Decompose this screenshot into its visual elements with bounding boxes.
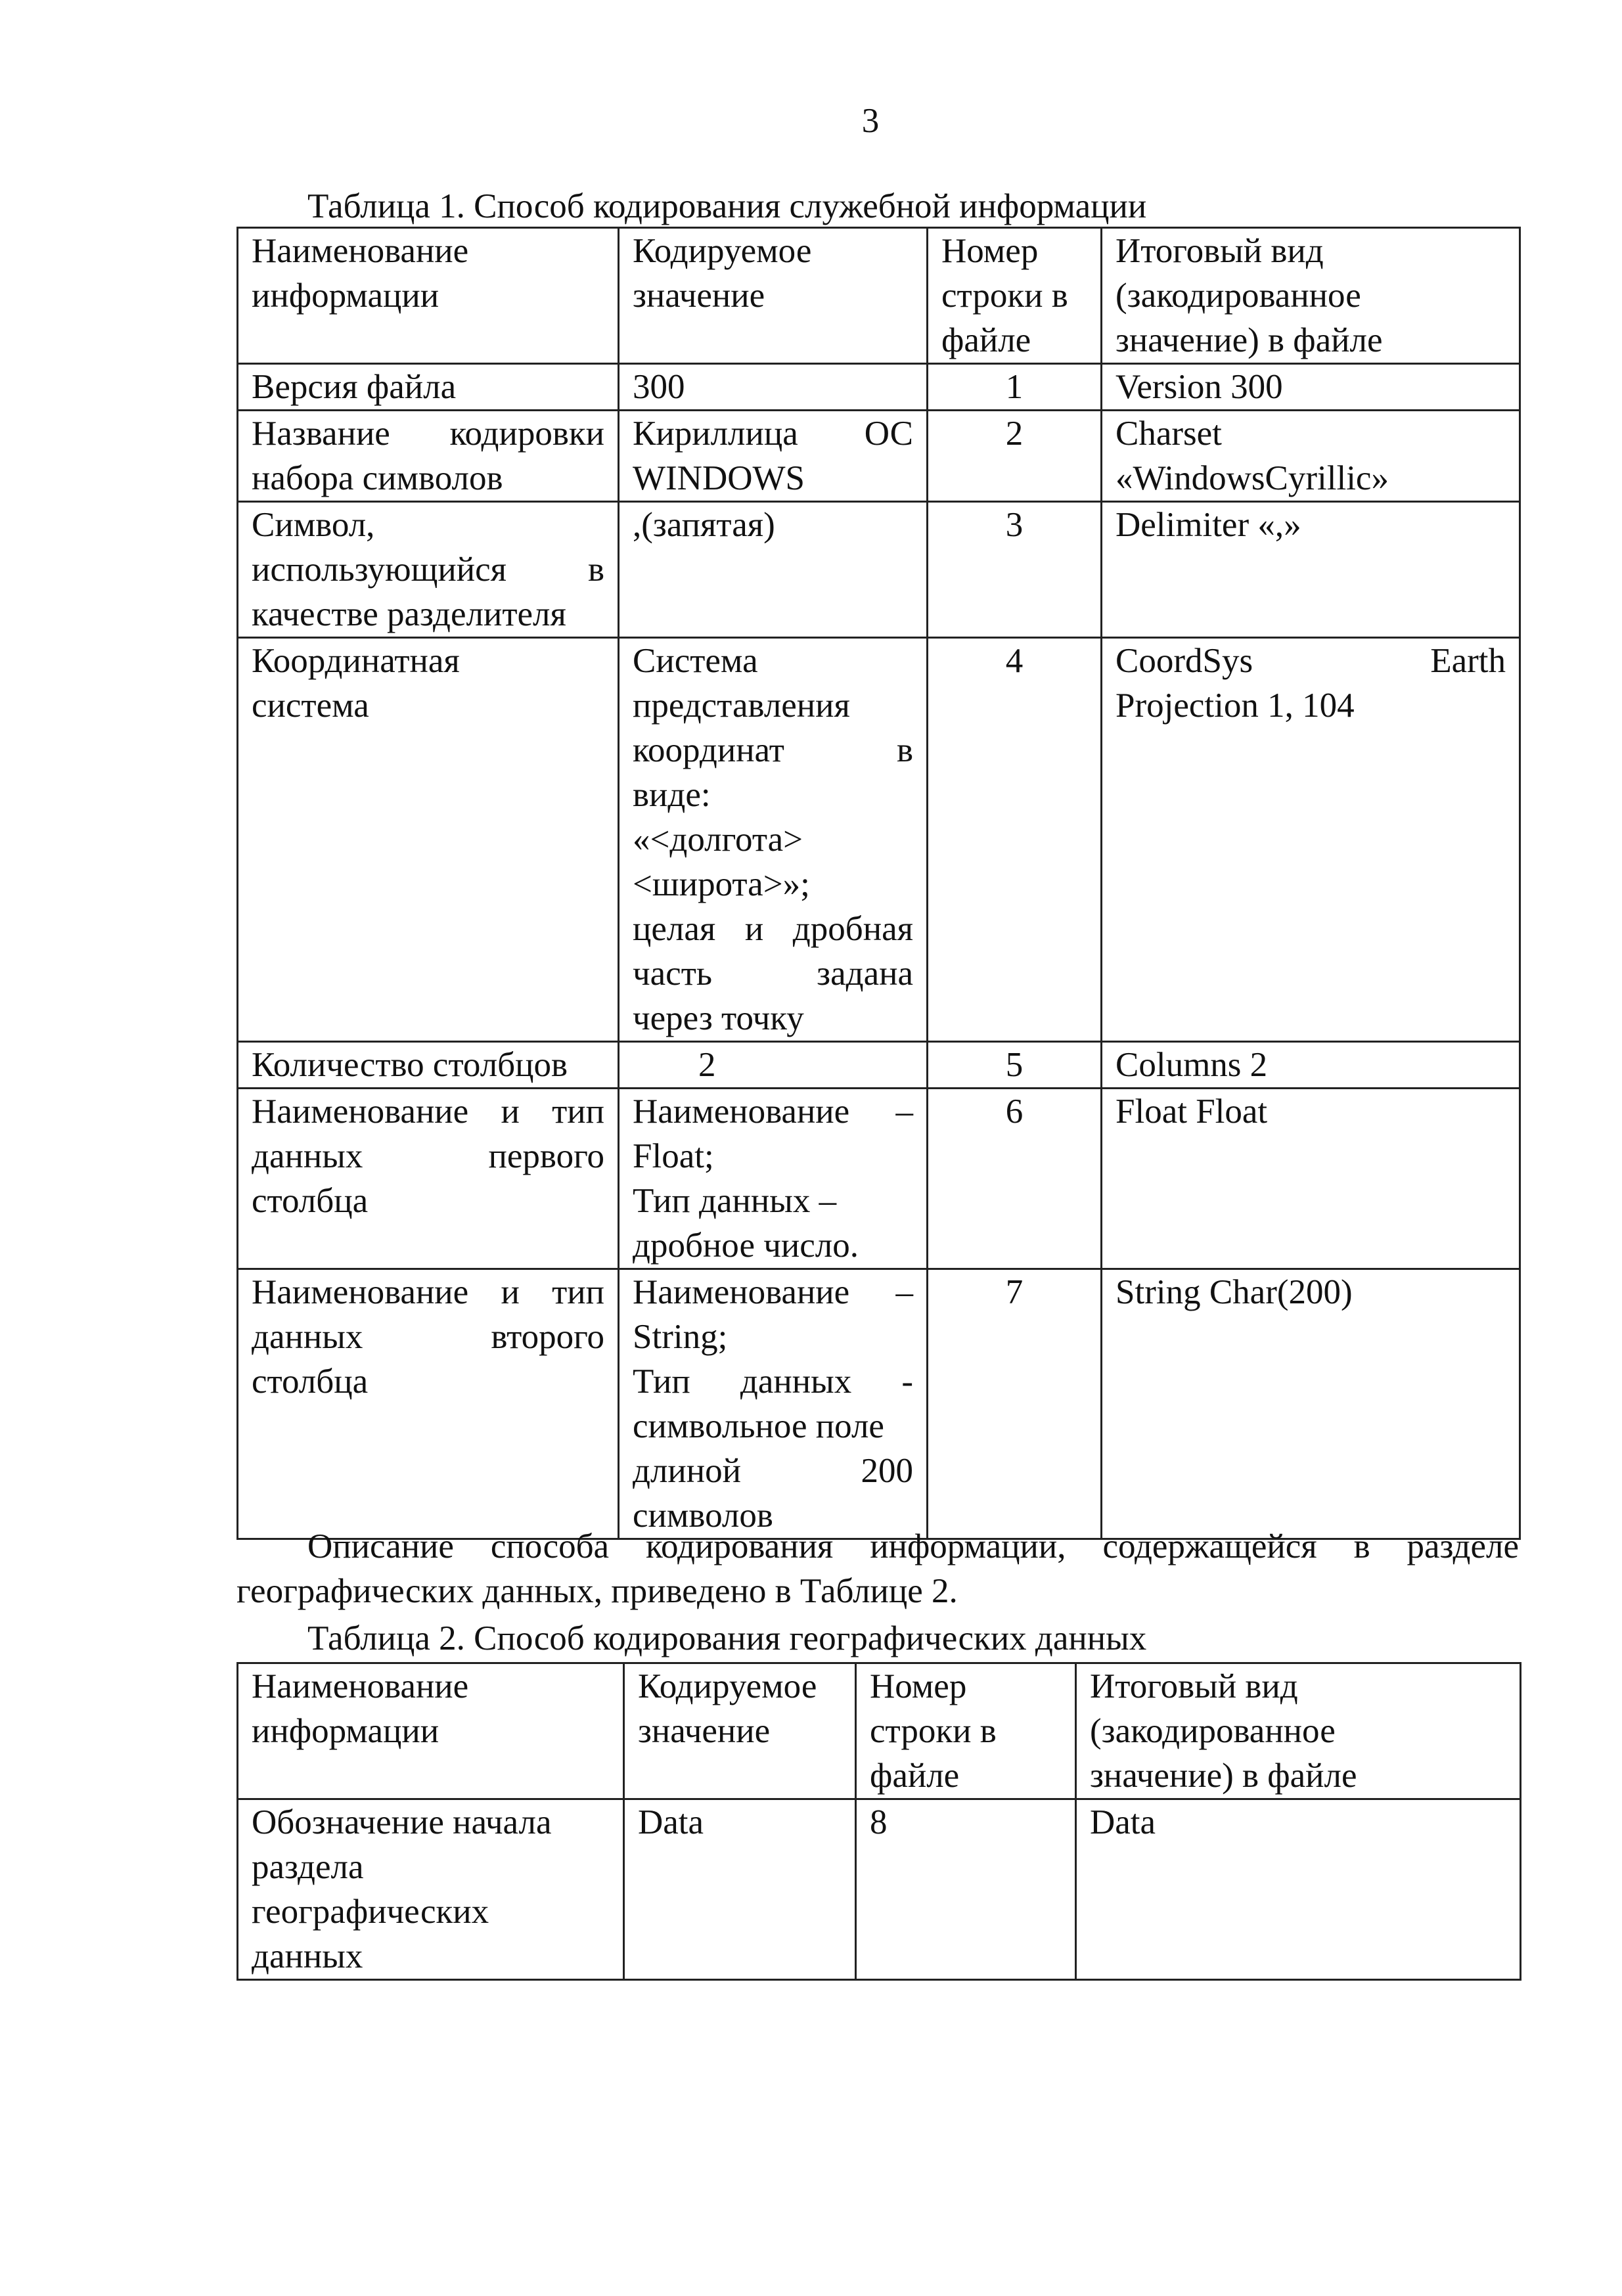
cell-line: 8: [856, 1799, 1076, 1980]
table1-header-name: Наименование информации: [238, 228, 619, 364]
cell-result: Float Float: [1102, 1089, 1520, 1269]
cell-value: 2: [619, 1042, 928, 1089]
table2-header-name: Наименование информации: [238, 1663, 624, 1799]
cell-result: String Char(200): [1102, 1269, 1520, 1539]
table-row: [238, 364, 1520, 411]
cell-result: Columns 2: [1102, 1042, 1520, 1089]
page-number: 3: [861, 102, 880, 140]
cell-name: Наименование и тип данных первого столбца: [238, 1089, 619, 1269]
table2-caption: Таблица 2. Способ кодирования географических данных: [307, 1619, 1147, 1657]
cell-value: Кириллица ОС WINDOWS: [619, 411, 928, 502]
paragraph-line-2: географических данных, приведено в Таблице 2.: [237, 1572, 958, 1610]
cell-result: Data: [1076, 1799, 1521, 1980]
table2-header-row: [238, 1663, 1521, 1799]
table1-header-row: [238, 228, 1520, 364]
table1-header-value: Кодируемое значение: [619, 228, 928, 364]
cell-result: CoordSys Earth Projection 1, 104: [1102, 638, 1520, 1042]
cell-value: Data: [624, 1799, 856, 1980]
table1: [237, 227, 1521, 1540]
cell-value: 300: [619, 364, 928, 411]
cell-line: 7: [928, 1269, 1102, 1539]
cell-value: ,(запятая): [619, 502, 928, 638]
table1-caption: Таблица 1. Способ кодирования служебной информации: [307, 187, 1147, 225]
paragraph-line-1: Описание способа кодирования информации, содержащейся в разделе: [307, 1527, 1519, 1565]
table-row: [238, 502, 1520, 638]
table-row: [238, 411, 1520, 502]
description-paragraph: [237, 1524, 1519, 1613]
cell-name: Наименование и тип данных второго столбца: [238, 1269, 619, 1539]
table2-header-result: Итоговый вид (закодированное значение) в файле: [1076, 1663, 1521, 1799]
table1-header-line: Номер строки в файле: [928, 228, 1102, 364]
cell-value: Система представления координат в виде: «<долгота> <широта>»; целая и дробная часть задана через точку: [619, 638, 928, 1042]
cell-name: Координатная система: [238, 638, 619, 1042]
cell-value: Наименование – String; Тип данных - символьное поле длиной 200 символов: [619, 1269, 928, 1539]
cell-result: Version 300: [1102, 364, 1520, 411]
cell-name: Версия файла: [238, 364, 619, 411]
cell-line: 1: [928, 364, 1102, 411]
table1-header-result: Итоговый вид (закодированное значение) в файле: [1102, 228, 1520, 364]
table-row: [238, 1269, 1520, 1539]
cell-name: Обозначение начала раздела географических данных: [238, 1799, 624, 1980]
table-row: [238, 1799, 1521, 1980]
cell-line: 3: [928, 502, 1102, 638]
cell-name: Название кодировки набора символов: [238, 411, 619, 502]
table-row: [238, 1089, 1520, 1269]
table2-header-value: Кодируемое значение: [624, 1663, 856, 1799]
table-row: [238, 638, 1520, 1042]
table2-header-line: Номер строки в файле: [856, 1663, 1076, 1799]
cell-name: Количество столбцов: [238, 1042, 619, 1089]
cell-name: Символ, использующийся в качестве разделителя: [238, 502, 619, 638]
cell-line: 4: [928, 638, 1102, 1042]
cell-line: 6: [928, 1089, 1102, 1269]
cell-line: 5: [928, 1042, 1102, 1089]
table2: [237, 1662, 1521, 1981]
table-row: [238, 1042, 1520, 1089]
cell-line: 2: [928, 411, 1102, 502]
cell-result: Charset «WindowsCyrillic»: [1102, 411, 1520, 502]
cell-result: Delimiter «,»: [1102, 502, 1520, 638]
cell-value: Наименование – Float; Тип данных – дробное число.: [619, 1089, 928, 1269]
